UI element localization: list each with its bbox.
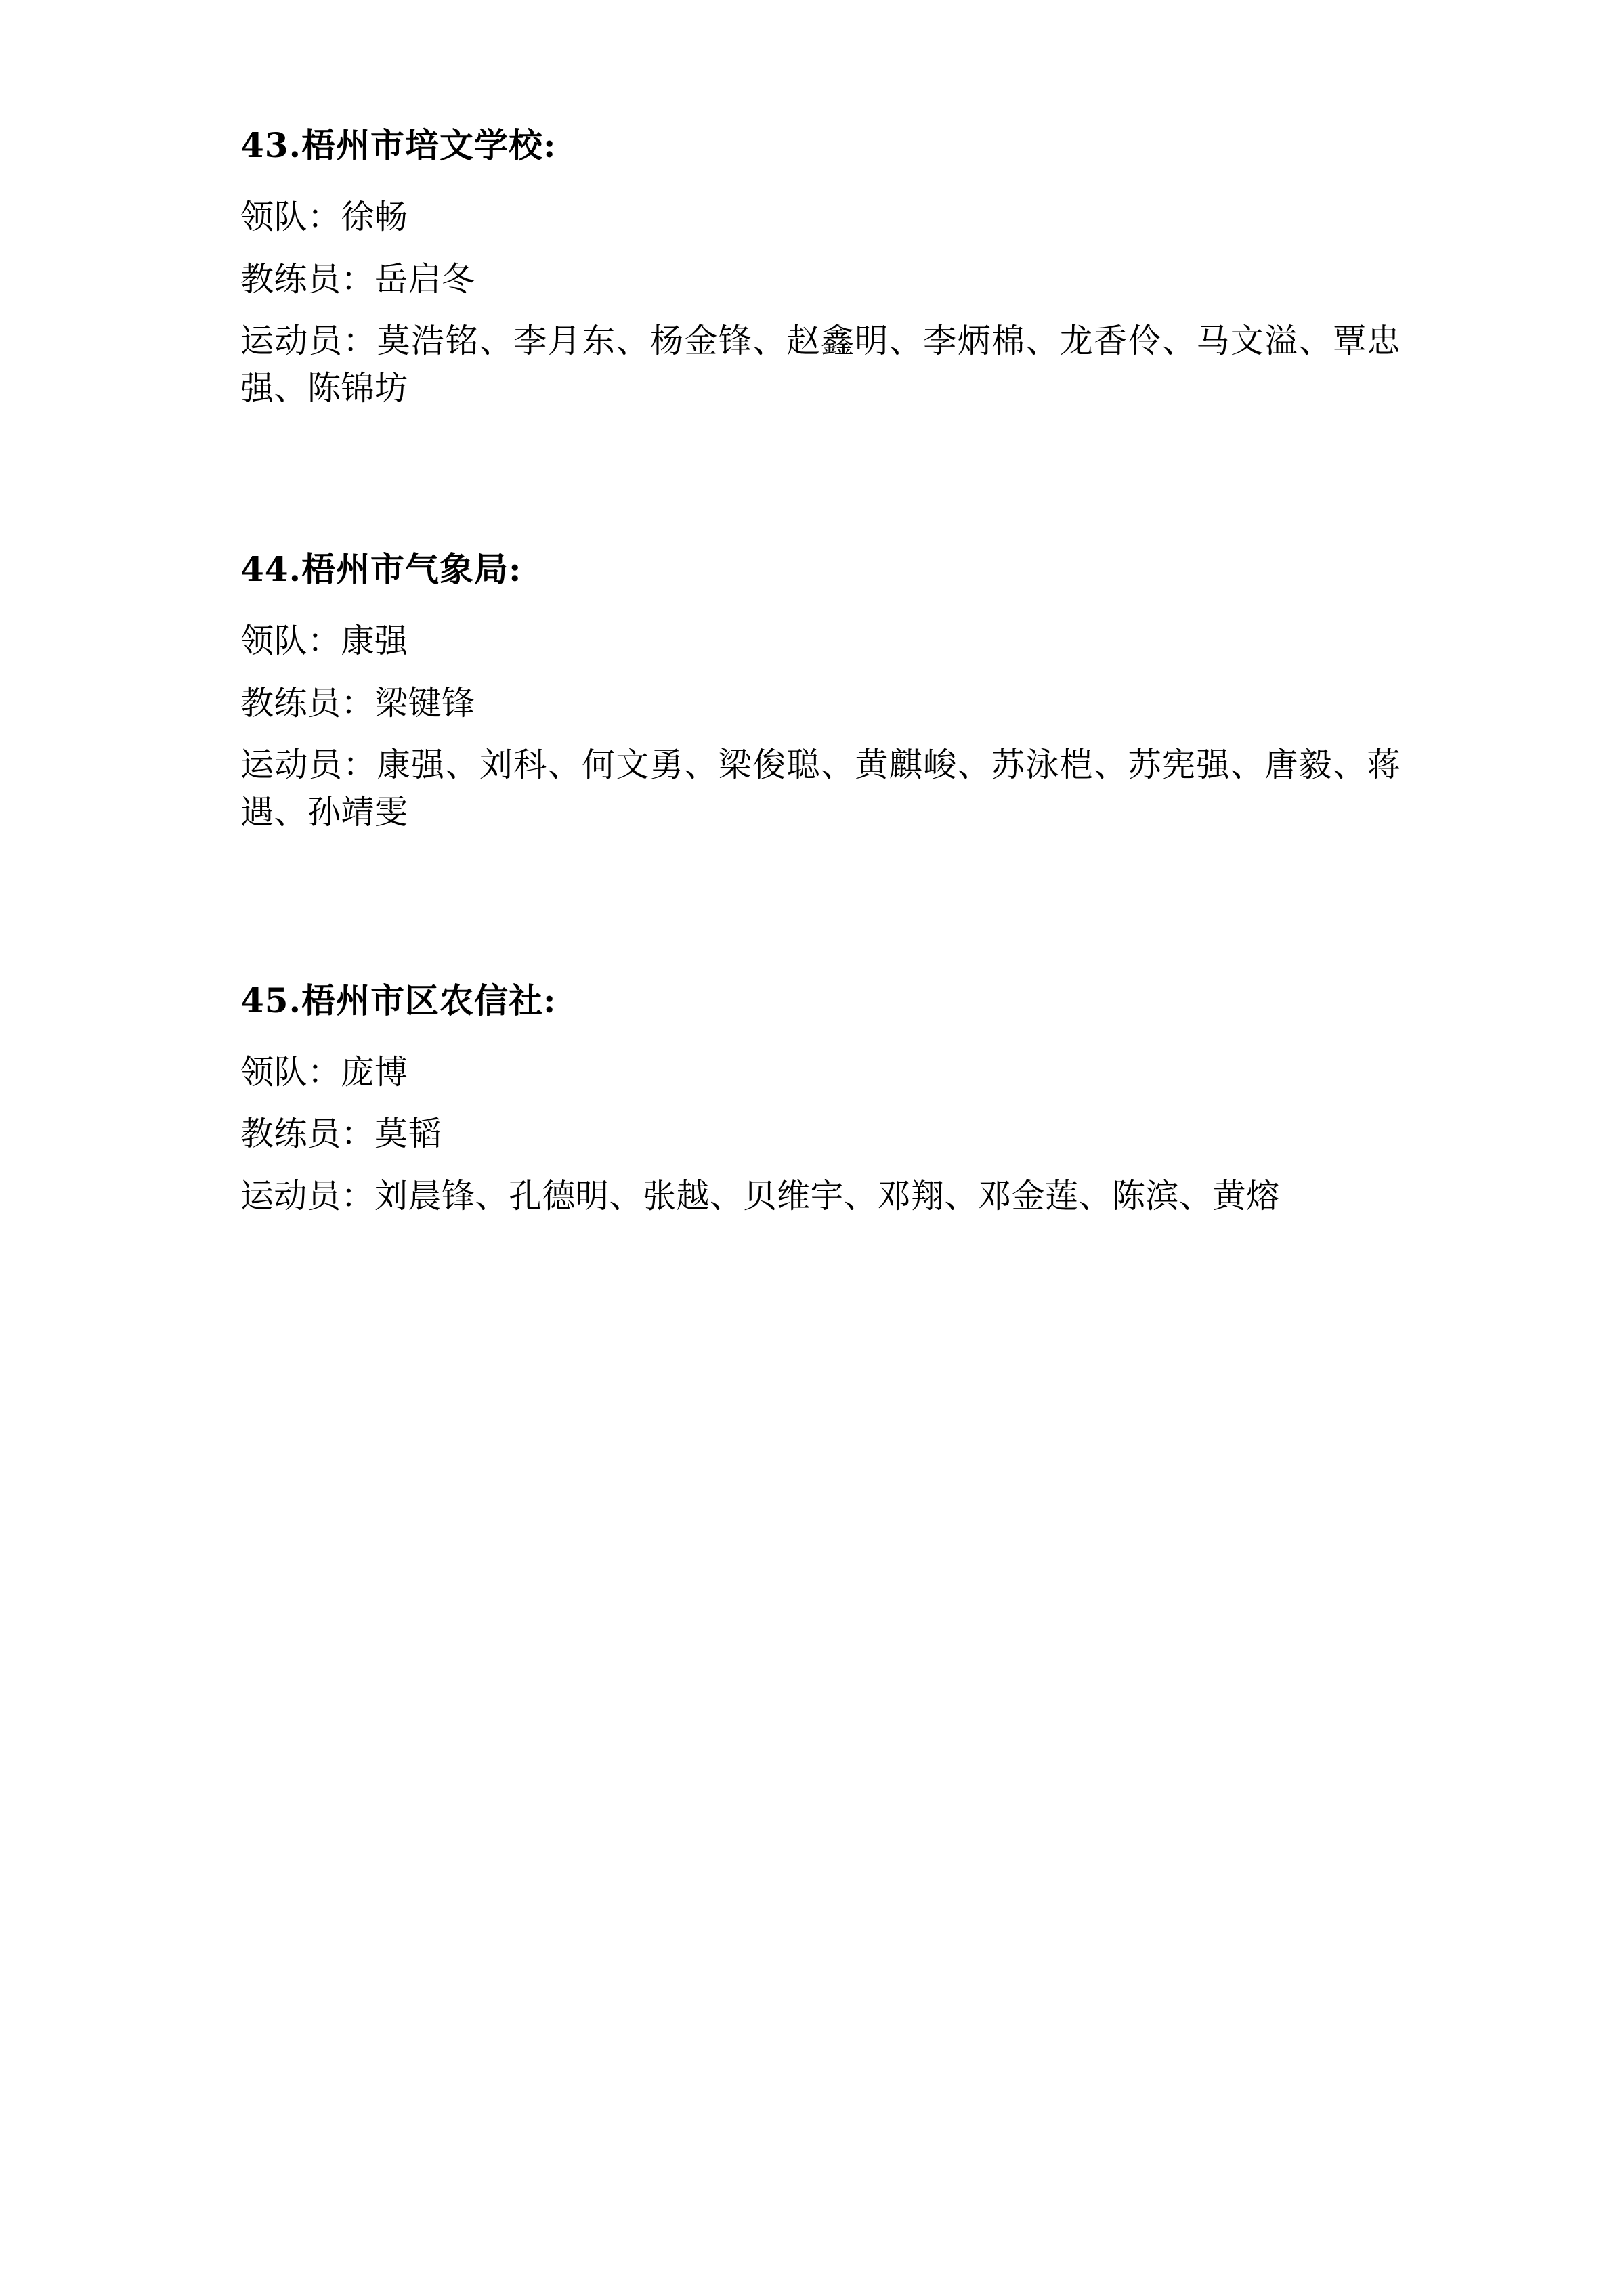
coach-name: 莫韬 xyxy=(375,1114,442,1154)
team-title xyxy=(240,980,1401,1020)
team-athletes-line xyxy=(240,318,1401,412)
section-spacer xyxy=(240,427,1401,553)
team-title xyxy=(240,549,1401,590)
team-athletes-line xyxy=(240,741,1401,836)
coach-label: 教练员： xyxy=(240,1114,375,1154)
leader-name: 庞博 xyxy=(341,1052,408,1091)
athletes-names: 刘晨锋、孔德明、张越、贝维宇、邓翔、邓金莲、陈滨、黄熔 xyxy=(375,1176,1280,1215)
team-title xyxy=(240,125,1401,165)
team-name: 梧州市区农信社: xyxy=(301,980,557,1020)
team-athletes-line xyxy=(240,1173,1401,1220)
leader-name: 康强 xyxy=(341,622,408,661)
coach-label: 教练员： xyxy=(240,683,375,722)
team-name: 梧州市培文学校: xyxy=(301,125,557,165)
team-coach-line xyxy=(240,680,1401,727)
team-name: 梧州市气象局: xyxy=(301,549,522,590)
coach-name: 梁键锋 xyxy=(375,683,475,722)
coach-label: 教练员： xyxy=(240,259,375,299)
athletes-names: 莫浩铭、李月东、杨金锋、赵鑫明、李炳棉、龙香伶、马文溢、覃忠强、陈锦坊 xyxy=(240,322,1401,408)
coach-name: 岳启冬 xyxy=(375,259,475,299)
team-number: 43. xyxy=(240,125,301,165)
team-entry xyxy=(240,549,1401,836)
athletes-label: 运动员： xyxy=(240,322,377,361)
team-leader-line xyxy=(240,1049,1401,1096)
leader-label: 领队： xyxy=(240,1052,341,1091)
team-entry xyxy=(240,980,1401,1220)
team-number: 44. xyxy=(240,549,301,590)
leader-label: 领队： xyxy=(240,198,341,236)
leader-name: 徐畅 xyxy=(341,198,408,236)
section-spacer xyxy=(240,851,1401,984)
team-number: 45. xyxy=(240,980,301,1020)
athletes-names: 康强、刘科、何文勇、梁俊聪、黄麒峻、苏泳桤、苏宪强、唐毅、蒋遇、孙靖雯 xyxy=(240,745,1401,832)
team-coach-line xyxy=(240,1110,1401,1158)
team-coach-line xyxy=(240,256,1401,303)
team-leader-line xyxy=(240,194,1401,241)
team-leader-line xyxy=(240,618,1401,665)
athletes-label: 运动员： xyxy=(240,1176,375,1215)
leader-label: 领队： xyxy=(240,622,341,661)
athletes-label: 运动员： xyxy=(240,745,377,785)
team-entry xyxy=(240,125,1401,412)
